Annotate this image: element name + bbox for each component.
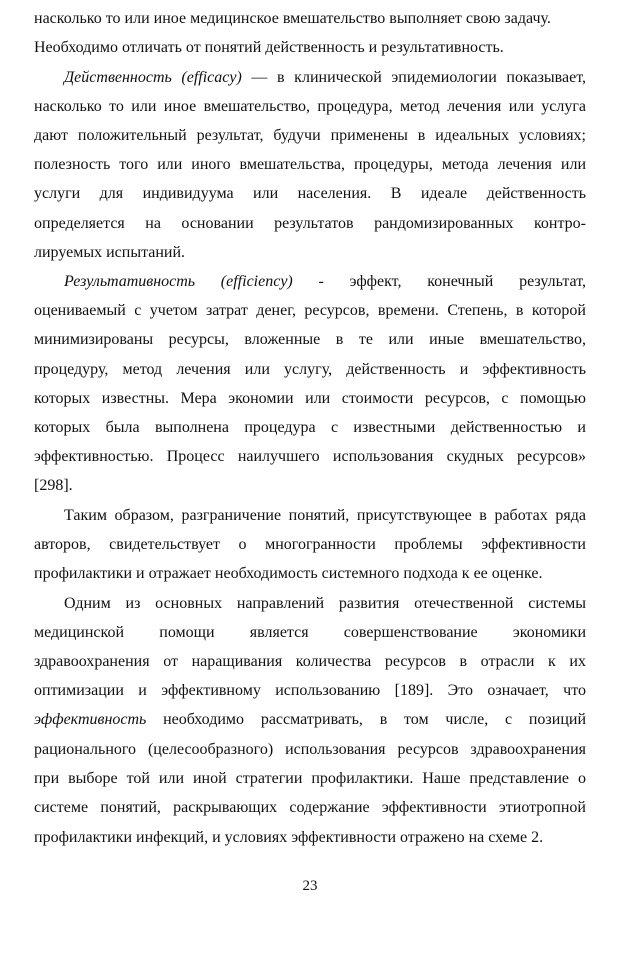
text-line [34, 769, 586, 789]
text-line [34, 97, 586, 117]
text-line [34, 9, 586, 29]
text-line [34, 828, 586, 848]
text-line [34, 126, 586, 146]
text-run: Одним из основных направлений развития отечественной системы [64, 595, 586, 612]
text-line [34, 623, 586, 643]
text-line [34, 476, 586, 496]
text-line [34, 184, 586, 204]
text-line [34, 740, 586, 760]
text-run: профилактики инфекций, и условиях эффективности отражено на схеме 2. [34, 829, 544, 846]
text-run: профилактики и отражает необходимость системного подхода к ее оценке. [34, 565, 543, 582]
text-line [34, 447, 586, 467]
text-line [34, 214, 586, 234]
text-line [64, 272, 586, 292]
text-run: здравоохранения от наращивания количества ресурсов в отрасли к их [34, 653, 586, 670]
text-line [34, 710, 586, 730]
text-run: минимизированы ресурсы, вложенные в те или иные вмешательство, [34, 331, 586, 348]
text-run: которых была выполнена процедура с известными действенностью и [34, 419, 586, 436]
text-run: оптимизации и эффективному использованию [189]. Это означает, что [34, 682, 586, 699]
text-line [34, 301, 586, 321]
text-run: [298]. [34, 477, 73, 494]
text-line [64, 506, 586, 526]
text-run: при выборе той или иной стратегии профилактики. Наше представление о [34, 770, 586, 787]
italic-term: Действенность (efficacy) [64, 69, 242, 86]
text-run: эффективностью. Процесс наилучшего использования скудных ресурсов» [34, 448, 586, 465]
text-run: необходимо рассматривать, в том числе, с позиций [146, 711, 586, 728]
text-line [34, 418, 586, 438]
text-run: Необходимо отличать от понятий действенность и результативность. [34, 39, 504, 56]
text-line [34, 389, 586, 409]
text-line [34, 681, 586, 701]
text-run: оцениваемый с учетом затрат денег, ресурсов, времени. Степень, в которой [34, 302, 586, 319]
text-line [34, 38, 586, 58]
text-line [34, 155, 586, 175]
text-run: авторов, свидетельствует о многогранности проблемы эффективности [34, 536, 586, 553]
text-run: лируемых испытаний. [34, 244, 186, 261]
text-line [64, 68, 586, 88]
text-line [34, 360, 586, 380]
text-run: рационального (целесообразного) использования ресурсов здравоохранения [34, 741, 586, 758]
text-run: определяется на основании результатов рандомизированных контро- [34, 215, 586, 232]
italic-term: эффективность [34, 711, 147, 728]
text-run: полезность того или иного вмешательства, процедуры, метода лечения или [34, 156, 586, 173]
text-line [34, 652, 586, 672]
text-run: системе понятий, раскрывающих содержание эффективности этиотропной [34, 799, 586, 816]
text-run: - эффект, конечный результат, [292, 273, 586, 290]
text-run: которых известны. Мера экономии или стоимости ресурсов, с помощью [34, 390, 586, 407]
text-line [64, 594, 586, 614]
text-run: — в клинической эпидемиологии показывает, [241, 69, 587, 86]
text-run: медицинской помощи является совершенствование экономики [34, 624, 586, 641]
text-run: насколько то или иное вмешательство, процедура, метод лечения или услуга [34, 98, 586, 115]
text-run: дают положительный результат, будучи применены в идеальных условиях; [34, 127, 586, 144]
text-line [34, 330, 586, 350]
text-line [34, 535, 586, 555]
text-run: услуги для индивидуума или населения. В идеале действенность [34, 185, 586, 202]
text-line [34, 798, 586, 818]
italic-term: Результативность (efficiency) [64, 273, 293, 290]
text-line [34, 243, 586, 263]
page-number: 23 [302, 878, 318, 894]
text-run: насколько то или иное медицинское вмешательство выполняет свою задачу. [34, 10, 551, 27]
text-line [34, 564, 586, 584]
text-run: процедуру, метод лечения или услугу, действенность и эффективность [34, 361, 586, 378]
text-run: Таким образом, разграничение понятий, присутствующее в работах ряда [64, 507, 586, 524]
